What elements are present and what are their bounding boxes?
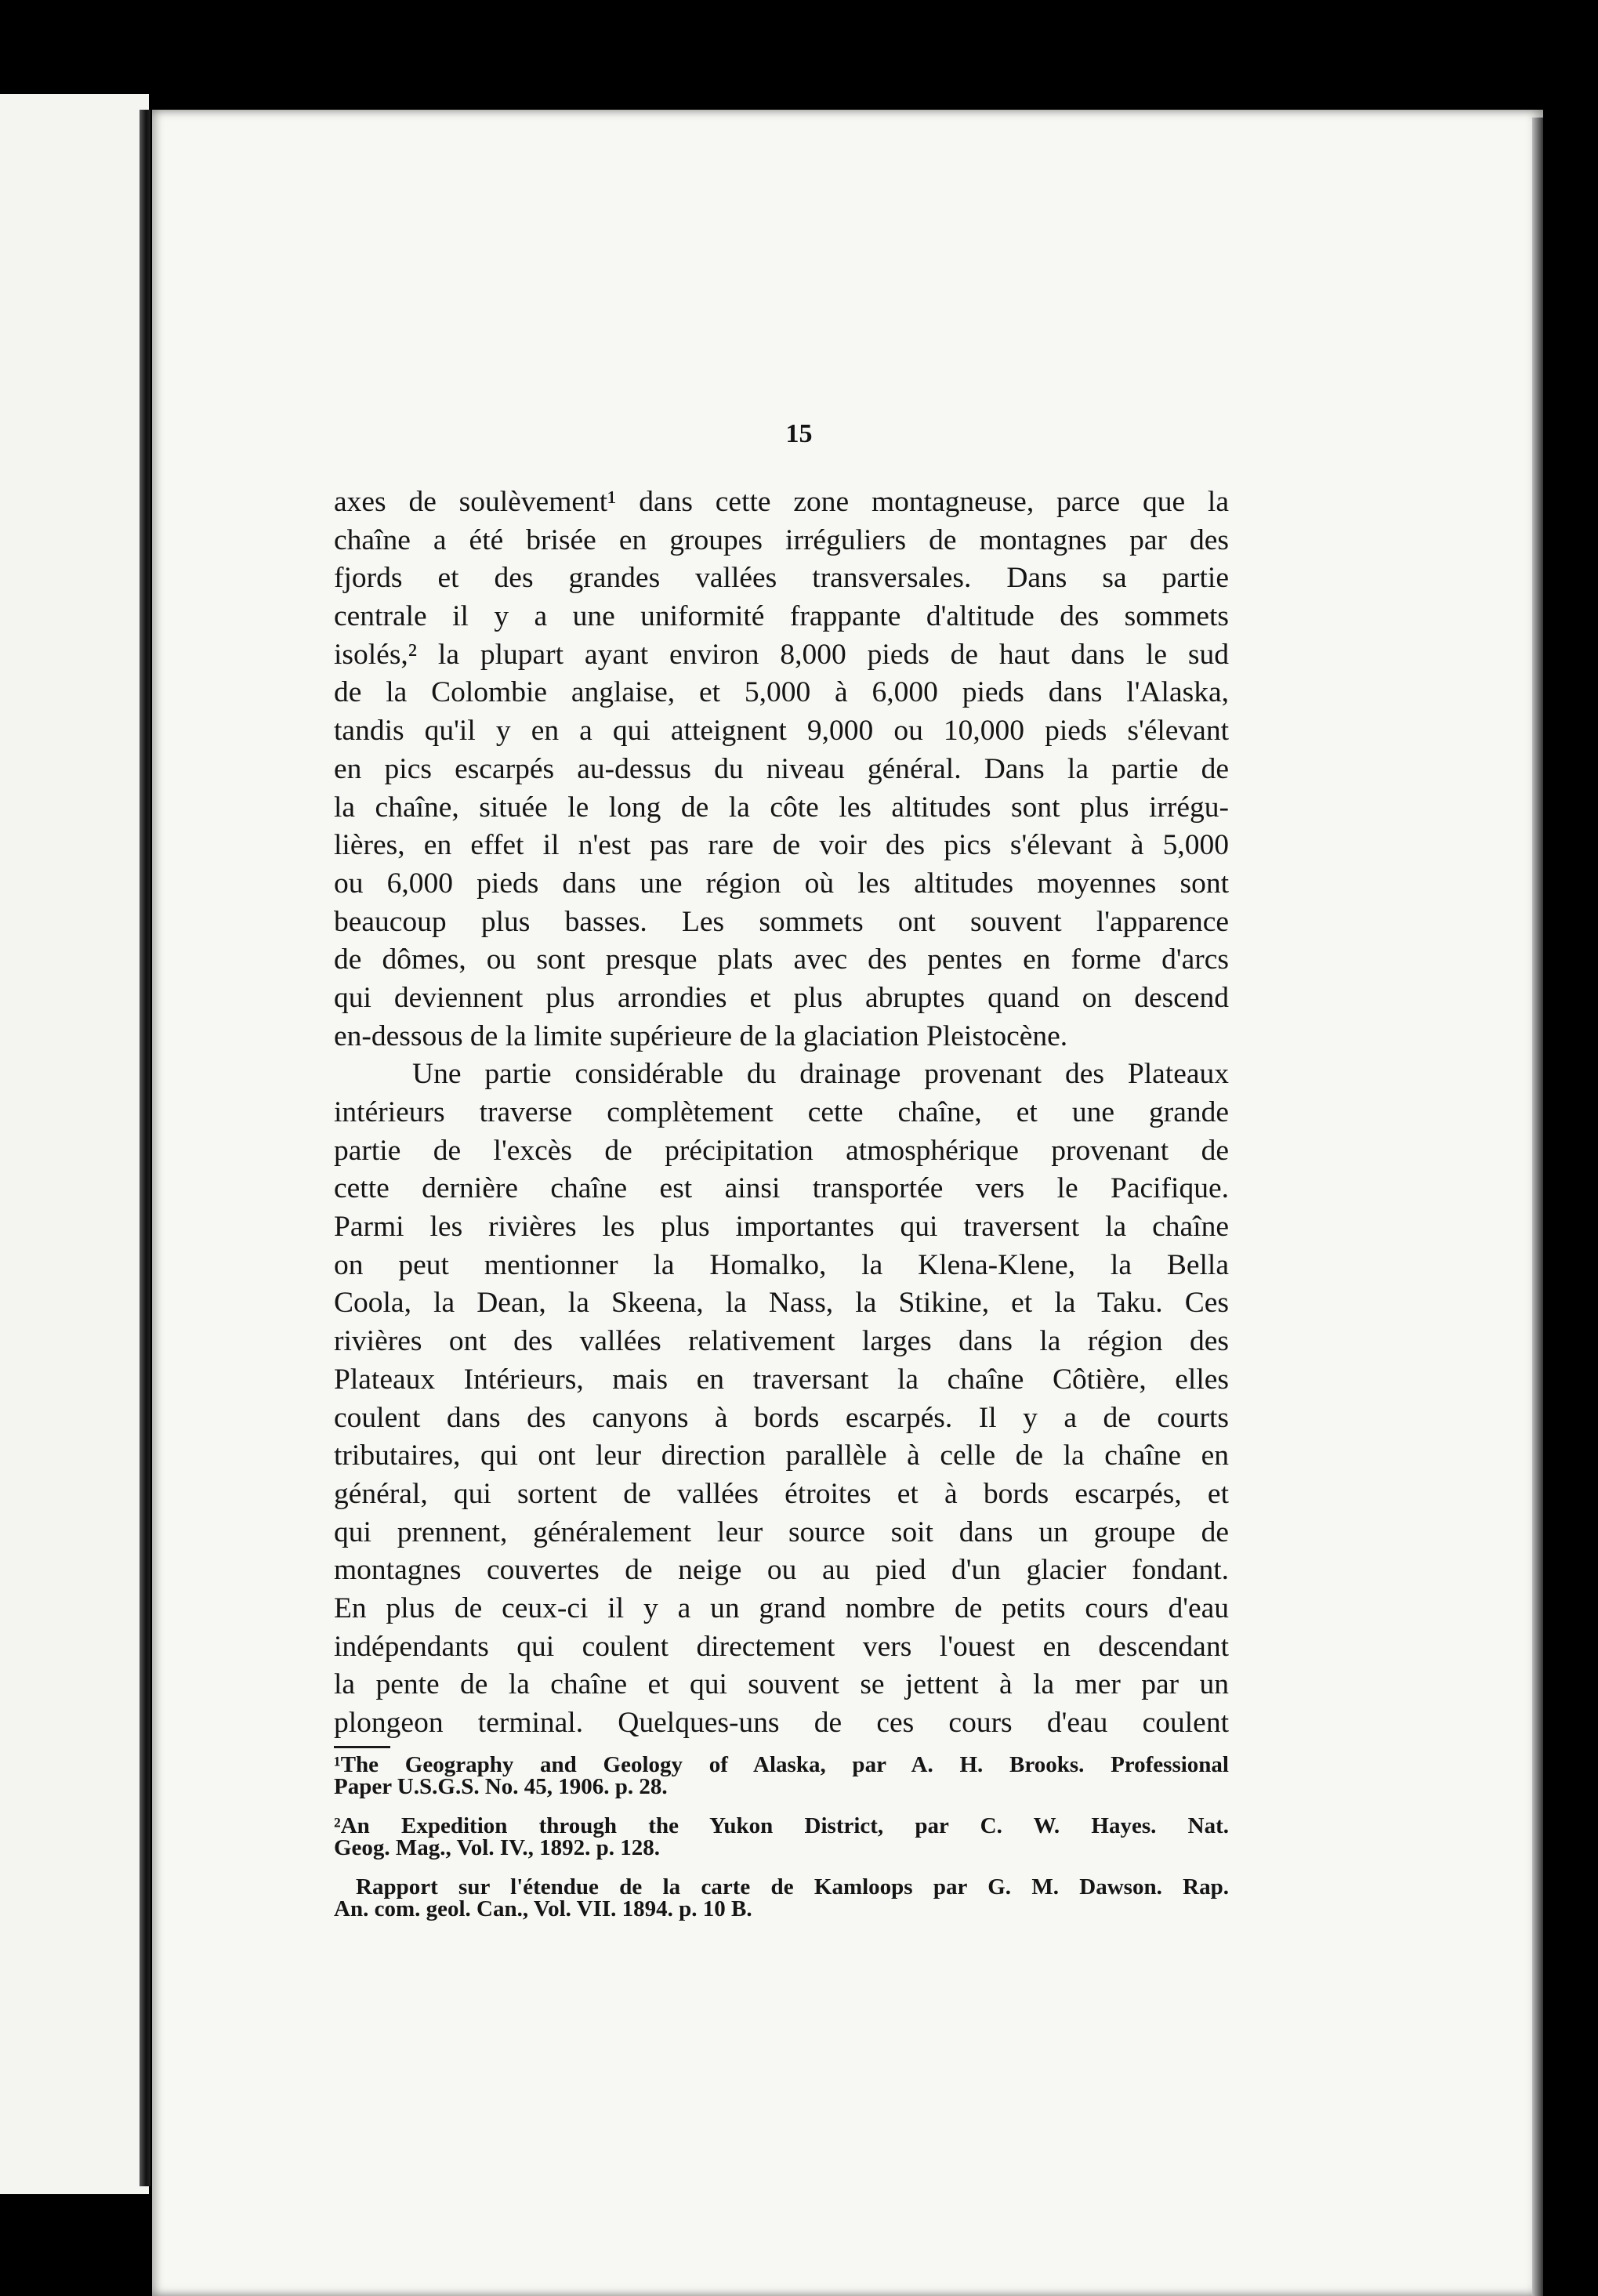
footnote-line: An. com. geol. Can., Vol. VII. 1894. p. 10 B.	[334, 1896, 752, 1921]
text-line: qui prennent, généralement leur source soit dans un groupe de	[334, 1516, 1229, 1548]
footnote-1	[334, 1754, 1229, 1798]
text-line: beaucoup plus basses. Les sommets ont souvent l'apparence	[334, 905, 1229, 938]
text-line: En plus de ceux-ci il y a un grand nombre de petits cours d'eau	[334, 1592, 1229, 1624]
body-text	[334, 483, 1229, 1743]
text-line: coulent dans des canyons à bords escarpés. Il y a de courts	[334, 1401, 1229, 1434]
text-line: plongeon terminal. Quelques-uns de ces cours d'eau coulent	[334, 1707, 1229, 1739]
text-line: chaîne a été brisée en groupes irréguliers de montagnes par des	[334, 523, 1229, 556]
text-line: Une partie considérable du drainage provenant des Plateaux	[412, 1058, 1229, 1091]
facing-page-edge	[0, 94, 149, 2194]
text-line: qui deviennent plus arrondies et plus abruptes quand on descend	[334, 981, 1229, 1014]
text-line: fjords et des grandes vallées transversales. Dans sa partie	[334, 562, 1229, 595]
text-line: indépendants qui coulent directement vers l'ouest en descendant	[334, 1630, 1229, 1663]
text-line: ou 6,000 pieds dans une région où les altitudes moyennes sont	[334, 867, 1229, 900]
page-number: 15	[785, 419, 813, 448]
text-line: isolés,² la plupart ayant environ 8,000 pieds de haut dans le sud	[334, 638, 1229, 671]
text-line: montagnes couvertes de neige ou au pied d'un glacier fondant.	[334, 1554, 1229, 1587]
paragraph-2	[334, 1056, 1229, 1742]
text-line: axes de soulèvement¹ dans cette zone montagneuse, parce que la	[334, 486, 1229, 518]
text-line: tributaires, qui ont leur direction parallèle à celle de la chaîne en	[334, 1440, 1229, 1472]
footnote-line: ¹The Geography and Geology of Alaska, par A. H. Brooks. Professional	[334, 1752, 1229, 1777]
footnote-line: Geog. Mag., Vol. IV., 1892. p. 128.	[334, 1835, 660, 1860]
text-line: intérieurs traverse complètement cette chaîne, et une grande	[334, 1096, 1229, 1128]
footnote-line: ²An Expedition through the Yukon District, par C. W. Hayes. Nat.	[334, 1813, 1229, 1838]
text-line: en pics escarpés au-dessus du niveau général. Dans la partie de	[334, 752, 1229, 785]
text-line: lières, en effet il n'est pas rare de voir des pics s'élevant à 5,000	[334, 829, 1229, 862]
paragraph-1	[334, 483, 1229, 1056]
text-line: Plateaux Intérieurs, mais en traversant la chaîne Côtière, elles	[334, 1363, 1229, 1396]
text-line: général, qui sortent de vallées étroites et à bords escarpés, et	[334, 1477, 1229, 1510]
footnotes	[334, 1754, 1229, 1937]
footnote-2	[334, 1815, 1229, 1859]
footnote-divider	[334, 1746, 390, 1748]
text-line: en-dessous de la limite supérieure de la glaciation Pleistocène.	[334, 1019, 1068, 1052]
text-line: Parmi les rivières les plus importantes qui traversent la chaîne	[334, 1211, 1229, 1244]
text-line: de la Colombie anglaise, et 5,000 à 6,000 pieds dans l'Alaska,	[334, 676, 1229, 709]
text-line: partie de l'excès de précipitation atmosphérique provenant de	[334, 1134, 1229, 1167]
text-line: tandis qu'il y en a qui atteignent 9,000 ou 10,000 pieds s'élevant	[334, 715, 1229, 748]
footnote-line: Paper U.S.G.S. No. 45, 1906. p. 28.	[334, 1774, 668, 1799]
text-line: Coola, la Dean, la Skeena, la Nass, la Stikine, et la Taku. Ces	[334, 1287, 1229, 1320]
text-line: centrale il y a une uniformité frappante d'altitude des sommets	[334, 600, 1229, 633]
text-line: on peut mentionner la Homalko, la Klena-Klene, la Bella	[334, 1248, 1229, 1281]
text-line: la pente de la chaîne et qui souvent se jettent à la mer par un	[334, 1668, 1229, 1701]
text-line: rivières ont des vallées relativement larges dans la région des	[334, 1325, 1229, 1358]
text-line: cette dernière chaîne est ainsi transportée vers le Pacifique.	[334, 1172, 1229, 1205]
text-line: la chaîne, située le long de la côte les altitudes sont plus irrégu-	[334, 791, 1229, 824]
footnote-line: Rapport sur l'étendue de la carte de Kamloops par G. M. Dawson. Rap.	[356, 1874, 1229, 1899]
text-line: de dômes, ou sont presque plats avec des pentes en forme d'arcs	[334, 943, 1229, 976]
footnote-3	[334, 1876, 1229, 1920]
